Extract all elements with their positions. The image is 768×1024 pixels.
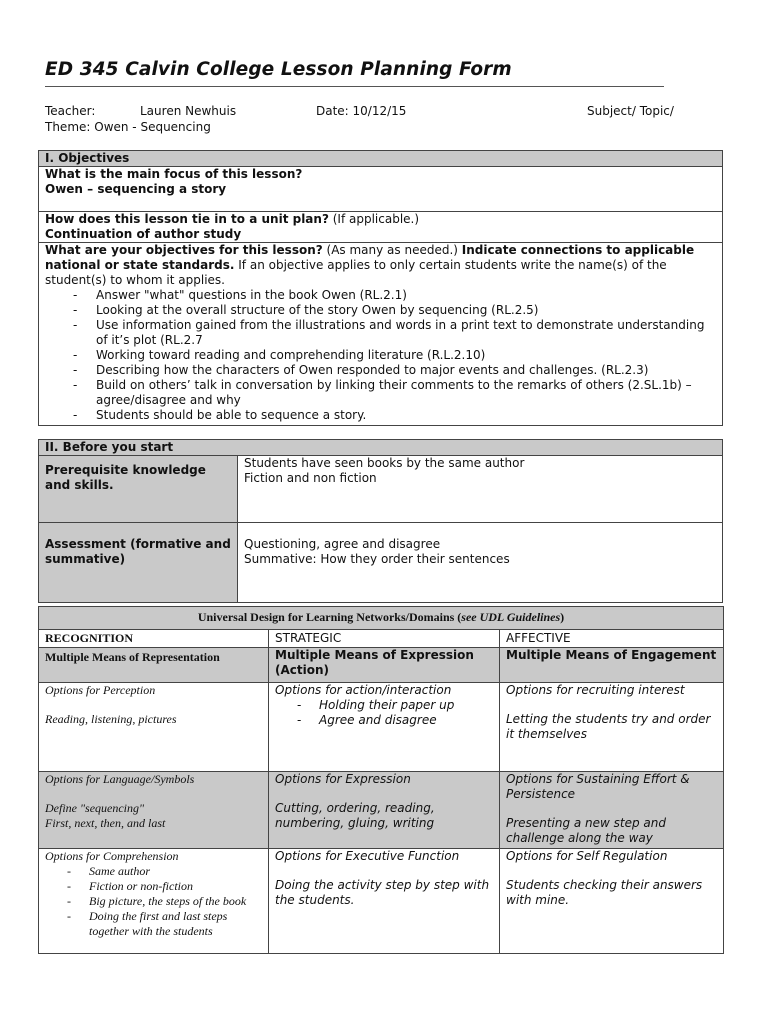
- language-symbols-cell: Options for Language/Symbols Define "sequencing" First, next, then, and last: [39, 772, 269, 849]
- list-item: - Agree and disagree: [275, 713, 493, 728]
- list-item: - Answer "what" questions in the book Owen (RL.2.1): [45, 288, 716, 303]
- sub-header-representation: Multiple Means of Representation: [39, 648, 269, 683]
- list-item: - Use information gained from the illustrations and words in a print text to demonstrate understanding of it’s plot (RL.2.7: [45, 318, 716, 348]
- list-item: - Build on others’ talk in conversation by linking their comments to the remarks of others (2.SL.1b) – agree/disagree and why: [45, 378, 716, 408]
- list-item: - Big picture, the steps of the book: [45, 894, 262, 909]
- objectives-header: [38, 150, 723, 167]
- unit-answer: Continuation of author study: [45, 227, 242, 241]
- subject-label: Subject/ Topic/: [587, 104, 674, 118]
- sub-header-engagement: Multiple Means of Engagement: [500, 648, 724, 683]
- sustaining-effort-cell: Options for Sustaining Effort & Persistence Presenting a new step and challenge along the way: [500, 772, 724, 849]
- before-heading: II. Before you start: [39, 440, 723, 456]
- objectives-focus-box: [38, 166, 723, 212]
- list-item: - Students should be able to sequence a story.: [45, 408, 716, 423]
- self-regulation-cell: Options for Self Regulation Students checking their answers with mine.: [500, 849, 724, 954]
- date-field: Date: 10/12/15: [316, 104, 407, 118]
- col-header-recognition: RECOGNITION: [39, 630, 269, 648]
- page-title: ED 345 Calvin College Lesson Planning Form: [45, 59, 512, 80]
- prereq-value: Students have seen books by the same author Fiction and non fiction: [238, 456, 723, 523]
- theme-label: Theme: Owen - Sequencing: [45, 120, 211, 134]
- unit-question-note: (If applicable.): [328, 212, 420, 226]
- expression-cell: Options for Expression Cutting, ordering, reading, numbering, gluing, writing: [269, 772, 500, 849]
- objectives-prompt: What are your objectives for this lesson? (As many as needed.) Indicate connections to applicable national or state standards. If an objective applies to only certain students write the name(s) of the student(s) to whom it applies.: [45, 243, 695, 287]
- list-item: - Working toward reading and comprehending literature (R.L.2.10): [45, 348, 716, 363]
- udl-title: Universal Design for Learning Networks/Domains (see UDL Guidelines): [39, 607, 724, 630]
- focus-question: What is the main focus of this lesson?: [45, 167, 303, 181]
- objectives-heading: I. Objectives: [45, 151, 130, 165]
- recruiting-interest-cell: Options for recruiting interest Letting the students try and order it themselves: [500, 683, 724, 772]
- list-item: - Holding their paper up: [275, 698, 493, 713]
- list-item: - Looking at the overall structure of the story Owen by sequencing (RL.2.5): [45, 303, 716, 318]
- teacher-name: Lauren Newhuis: [140, 104, 237, 118]
- teacher-label: Teacher:: [45, 104, 96, 118]
- comprehension-cell: Options for Comprehension - Same author - Fiction or non-fiction - Big picture, the steps of the book - Doing the first and last steps together with the students: [39, 849, 269, 954]
- udl-table: [38, 606, 724, 954]
- list-item: - Doing the first and last steps together with the students: [45, 909, 262, 939]
- assess-label: Assessment (formative and summative): [39, 523, 238, 603]
- objectives-list-box: [38, 242, 723, 426]
- assess-value: Questioning, agree and disagree Summative: How they order their sentences: [238, 523, 723, 603]
- list-item: - Describing how the characters of Owen responded to major events and challenges. (RL.2.3): [45, 363, 716, 378]
- unit-question: How does this lesson tie in to a unit plan?: [45, 212, 329, 226]
- col-header-affective: AFFECTIVE: [500, 630, 724, 648]
- title-divider: [45, 86, 664, 87]
- objectives-list: [45, 288, 716, 423]
- before-you-start-table: [38, 439, 723, 603]
- action-interaction-cell: Options for action/interaction - Holding their paper up - Agree and disagree: [269, 683, 500, 772]
- executive-function-cell: Options for Executive Function Doing the activity step by step with the students.: [269, 849, 500, 954]
- col-header-strategic: STRATEGIC: [269, 630, 500, 648]
- perception-cell: Options for Perception Reading, listening, pictures: [39, 683, 269, 772]
- objectives-unit-box: [38, 211, 723, 243]
- list-item: - Fiction or non-fiction: [45, 879, 262, 894]
- list-item: - Same author: [45, 864, 262, 879]
- focus-answer: Owen – sequencing a story: [45, 182, 227, 196]
- sub-header-expression: Multiple Means of Expression (Action): [269, 648, 500, 683]
- prereq-label: Prerequisite knowledge and skills.: [39, 456, 238, 523]
